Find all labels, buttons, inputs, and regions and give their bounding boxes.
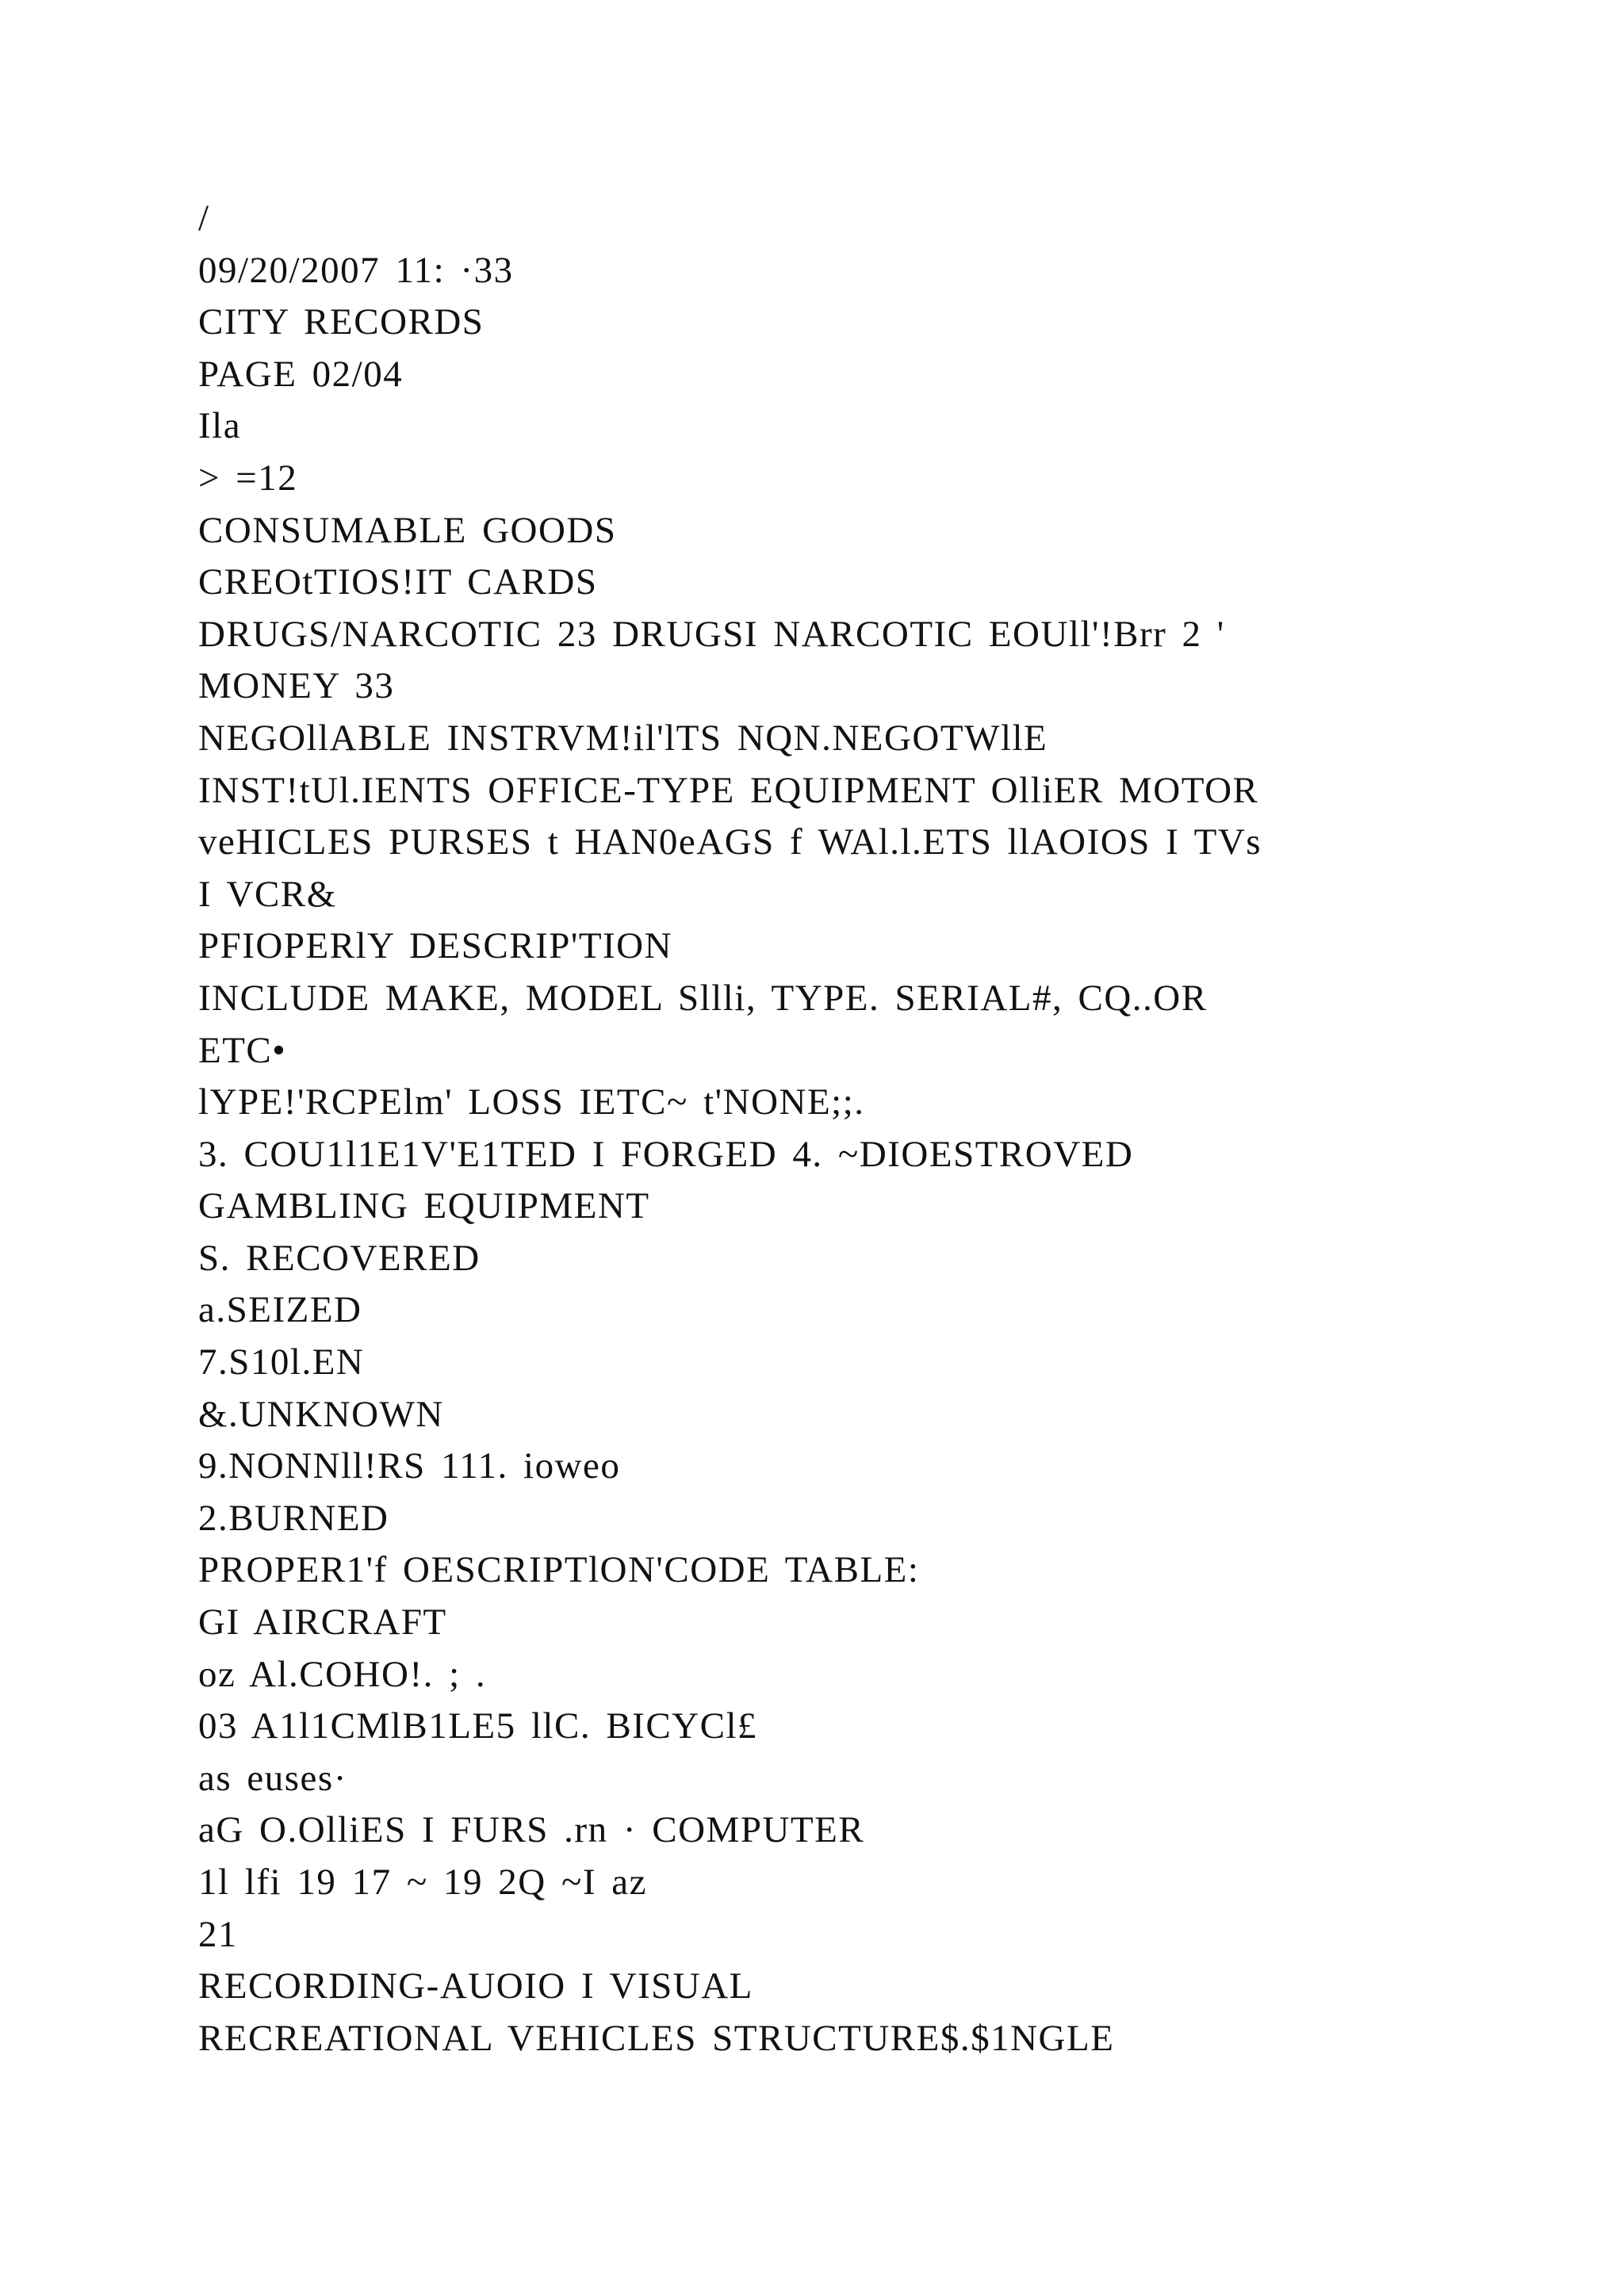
- text-line: aG O.OlliES I FURS .rn · COMPUTER: [198, 1809, 865, 1851]
- text-line: 3. COU1l1E1V'E1TED I FORGED 4. ~DIOESTROVED: [198, 1133, 1134, 1175]
- text-line: ETC•: [198, 1029, 287, 1071]
- text-line: CREOtTIOS!IT CARDS: [198, 561, 598, 603]
- section-heading: PFIOPERlY DESCRIP'TION: [198, 925, 673, 967]
- text-line: GAMBLING EQUIPMENT: [198, 1185, 650, 1227]
- text-line: lYPE!'RCPElm' LOSS IETC~ t'NONE;;.: [198, 1081, 865, 1123]
- text-line: 7.S10l.EN: [198, 1341, 365, 1383]
- text-line: as euses·: [198, 1757, 347, 1799]
- text-line: > =12: [198, 457, 298, 499]
- text-line: 03 A1l1CMlB1LE5 llC. BICYCl£: [198, 1705, 758, 1747]
- text-line: INCLUDE MAKE, MODEL Sllli, TYPE. SERIAL#, CQ..OR: [198, 977, 1208, 1019]
- text-line: MONEY 33: [198, 665, 395, 707]
- page-number: PAGE 02/04: [198, 353, 404, 395]
- text-line: NEGOllABLE INSTRVM!il'lTS NQN.NEGOTWllE: [198, 717, 1048, 759]
- text-line: 2.BURNED: [198, 1497, 389, 1539]
- header-office: CITY RECORDS: [198, 301, 485, 343]
- text-line: RECORDING-AUOIO I VISUAL: [198, 1965, 753, 2007]
- text-line: 1l lfi 19 17 ~ 19 2Q ~I az: [198, 1862, 647, 1903]
- text-line: DRUGS/NARCOTIC 23 DRUGSI NARCOTIC EOUll'!Brr 2 ': [198, 613, 1225, 655]
- text-line: GI AIRCRAFT: [198, 1601, 447, 1644]
- text-line: veHICLES PURSES t HAN0eAGS f WAl.l.ETS llAOIOS I TVs: [198, 821, 1262, 863]
- text-line: RECREATIONAL VEHICLES STRUCTURE$.$1NGLE: [198, 2017, 1115, 2059]
- text-line: a.SEIZED: [198, 1289, 362, 1331]
- text-line: S. RECOVERED: [198, 1237, 481, 1279]
- text-line: CONSUMABLE GOODS: [198, 509, 617, 551]
- timestamp-line: 09/20/2007 11: ·33: [198, 249, 514, 291]
- text-line: &.UNKNOWN: [198, 1393, 444, 1435]
- text-line: I VCR&: [198, 873, 337, 915]
- text-line: 9.NONNll!RS 111. ioweo: [198, 1445, 621, 1487]
- text-line: 21: [198, 1913, 238, 1955]
- section-heading: PROPER1'f OESCRIPTlON'CODE TABLE:: [198, 1549, 920, 1591]
- document-page: [198, 193, 1546, 2064]
- text-line: INST!tUl.IENTS OFFICE-TYPE EQUIPMENT OlliER MOTOR: [198, 769, 1259, 811]
- text-line: oz Al.COHO!. ; .: [198, 1653, 487, 1695]
- text-line: Ila: [198, 405, 242, 447]
- text-line: /: [198, 197, 210, 239]
